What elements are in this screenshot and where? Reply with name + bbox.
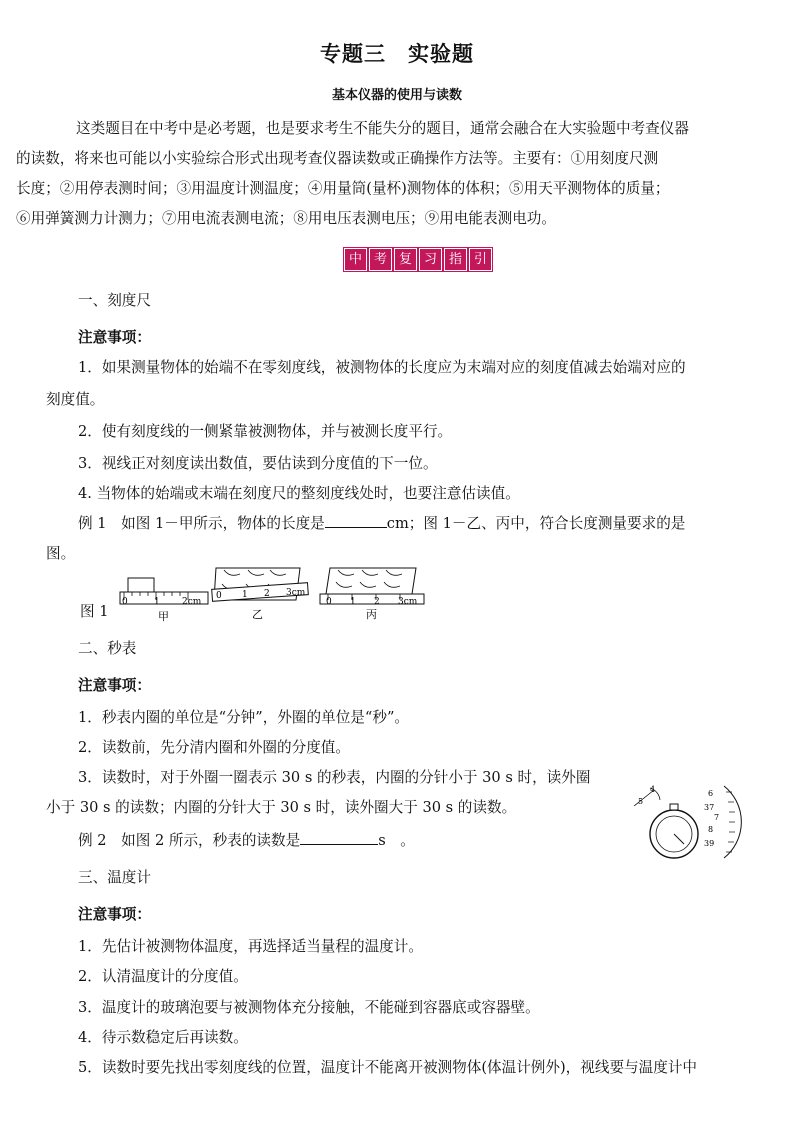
note-item: 3．读数时，对于外圈一圈表示 30 s 的秒表，内圈的分针小于 30 s 时，读外圈 — [78, 769, 591, 786]
note-item: 4. 当物体的始端或末端在刻度尺的整刻度线处时，也要注意估读值。 — [78, 485, 520, 502]
note-item: 2．认清温度计的分度值。 — [78, 968, 248, 985]
tick-label: 0 — [216, 591, 222, 601]
example-2 — [78, 829, 415, 850]
dial-label: 6 — [708, 789, 714, 798]
note-item: 小于 30 s 的读数；内圈的分针大于 30 s 时，读外圈大于 30 s 的读数。 — [46, 799, 517, 816]
figure-1-bing — [320, 564, 430, 622]
figure-1-label: 图 1 — [80, 603, 109, 620]
stopwatch-crown — [670, 804, 678, 810]
intro-line: 的读数，将来也可能以小实验综合形式出现考查仪器读数或正确操作方法等。主要有：①用刻度尺测 — [16, 150, 659, 167]
note-item: 1．秒表内圈的单位是“分钟”，外圈的单位是“秒”。 — [78, 709, 410, 726]
example-text: s 。 — [378, 832, 415, 849]
dial-label: 37 — [704, 803, 715, 812]
page-title: 专题三 实验题 — [320, 42, 474, 66]
review-guide-banner — [344, 248, 492, 270]
example-text: 例 2 如图 2 所示，秒表的读数是 — [78, 832, 301, 849]
example-text: 例 1 如图 1－甲所示，物体的长度是 — [78, 515, 325, 532]
tick-label: 2cm — [182, 597, 202, 607]
dial-label: 4 — [650, 785, 656, 794]
figure-1-jia — [120, 574, 210, 624]
intro-line: 长度；②用停表测时间；③用温度计测温度；④用量筒(量杯)测物体的体积；⑤用天平测物体的质量； — [16, 180, 670, 197]
note-item: 5．读数时要先找出零刻度线的位置，温度计不能离开被测物体(体温计例外)，视线要与温度计中 — [78, 1059, 698, 1076]
dial-label: 39 — [704, 839, 715, 848]
banner-char: 习 — [419, 248, 442, 271]
dial-label: 5 — [638, 797, 644, 806]
figure-caption-jia: 甲 — [158, 610, 169, 623]
tick-label: 2 — [264, 589, 270, 599]
intro-paragraph — [16, 114, 750, 234]
page-subtitle: 基本仪器的使用与读数 — [331, 88, 462, 103]
tick-label: 1 — [350, 597, 356, 607]
tick-label: 3cm — [286, 588, 306, 598]
figure-1-yi — [212, 564, 312, 622]
note-item: 刻度值。 — [46, 391, 105, 408]
note-label: 注意事项： — [78, 906, 151, 923]
intro-line: 这类题目在中考中是必考题，也是要求考生不能失分的题目，通常会融合在大实验题中考查仪器 — [76, 120, 689, 137]
banner-char: 引 — [469, 248, 492, 271]
note-item: 4．待示数稳定后再读数。 — [78, 1029, 248, 1046]
answer-blank[interactable] — [300, 830, 378, 845]
section-heading-stopwatch: 二、秒表 — [78, 640, 137, 657]
banner-char: 考 — [369, 248, 392, 271]
stopwatch-figure — [628, 782, 748, 862]
answer-blank[interactable] — [325, 513, 387, 528]
dial-label: 7 — [714, 813, 720, 822]
object-block — [128, 578, 154, 592]
intro-line: ⑥用弹簧测力计测力；⑦用电流表测电流；⑧用电压表测电压；⑨用电能表测电功。 — [16, 210, 556, 227]
outer-dial-ticks — [726, 792, 735, 852]
note-label: 注意事项： — [78, 677, 151, 694]
banner-char: 中 — [344, 248, 367, 271]
tick-label: 1 — [242, 590, 248, 600]
note-item: 1．如果测量物体的始端不在零刻度线，被测物体的长度应为末端对应的刻度值减去始端对应的 — [78, 359, 686, 376]
note-item: 1．先估计被测物体温度，再选择适当量程的温度计。 — [78, 938, 423, 955]
figure-caption-yi: 乙 — [252, 608, 263, 621]
note-item: 2．使有刻度线的一侧紧靠被测物体，并与被测长度平行。 — [78, 423, 453, 440]
tick-label: 3cm — [398, 597, 418, 607]
tick-label: 0 — [326, 597, 332, 607]
note-item: 3．视线正对刻度读出数值，要估读到分度值的下一位。 — [78, 455, 438, 472]
figure-caption-bing: 丙 — [366, 608, 377, 621]
tick-label: 0 — [122, 597, 128, 607]
section-heading-ruler: 一、刻度尺 — [78, 292, 151, 309]
note-item: 2．读数前，先分清内圈和外圈的分度值。 — [78, 739, 350, 756]
note-item: 3．温度计的玻璃泡要与被测物体充分接触，不能碰到容器底或容器壁。 — [78, 999, 540, 1016]
section-heading-thermometer: 三、温度计 — [78, 869, 151, 886]
banner-char: 复 — [394, 248, 417, 271]
note-label: 注意事项： — [78, 329, 151, 346]
banner-char: 指 — [444, 248, 467, 271]
dial-label: 8 — [708, 825, 714, 834]
tick-label: 2 — [374, 597, 380, 607]
example-1 — [78, 512, 685, 533]
tick-label: 1 — [154, 597, 160, 607]
example-text: cm；图 1－乙、丙中，符合长度测量要求的是 — [386, 515, 686, 532]
example-text: 图。 — [46, 545, 76, 562]
